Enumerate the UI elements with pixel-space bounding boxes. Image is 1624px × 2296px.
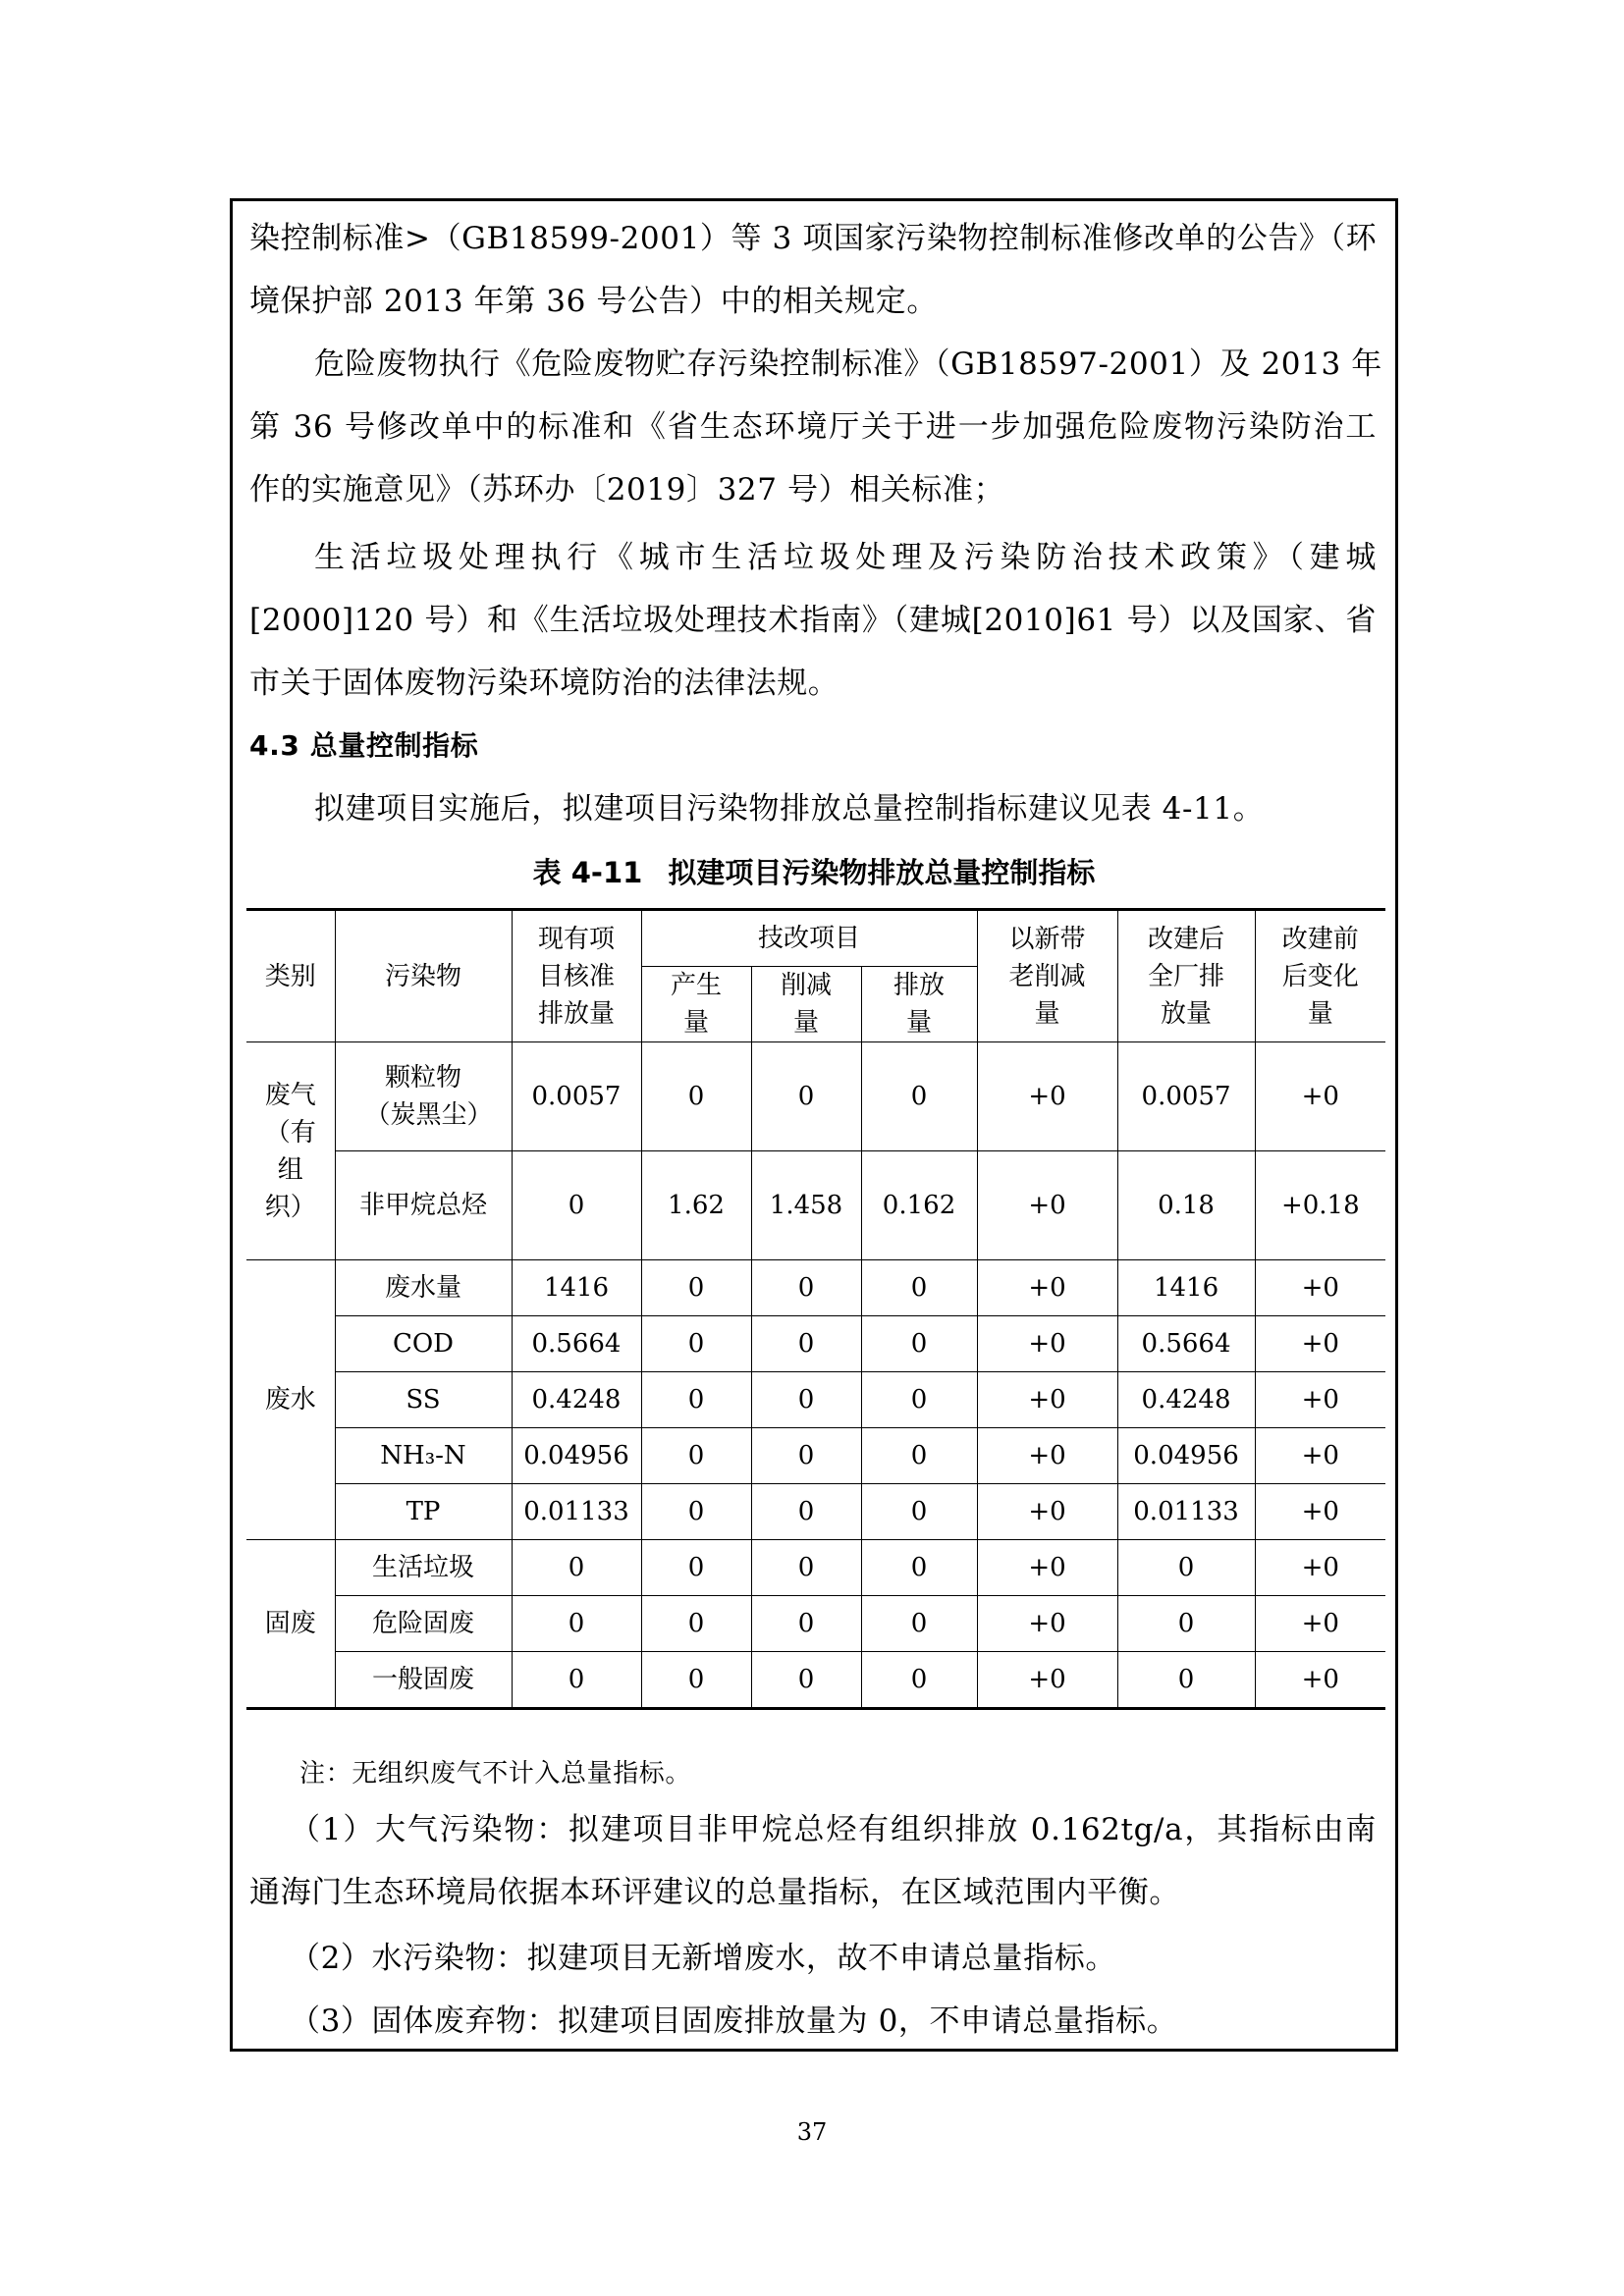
pollutant-cell: TP xyxy=(335,1484,512,1540)
category-cell: 固废 xyxy=(246,1540,335,1709)
value-cell: +0 xyxy=(1255,1260,1385,1316)
value-cell: 0 xyxy=(751,1428,861,1484)
pollutant-cell: 废水量 xyxy=(335,1260,512,1316)
value-cell: +0 xyxy=(977,1428,1117,1484)
value-cell: 0.01133 xyxy=(512,1484,641,1540)
value-cell: +0 xyxy=(977,1652,1117,1709)
table-row xyxy=(246,1042,1385,1151)
header-pollutant: 污染物 xyxy=(335,910,512,1042)
value-cell: 1416 xyxy=(1117,1260,1255,1316)
value-cell: 0 xyxy=(641,1484,751,1540)
pollutant-cell: COD xyxy=(335,1316,512,1372)
value-cell: 0 xyxy=(641,1596,751,1652)
item-line: （3）固体废弃物：拟建项目固废排放量为 0，不申请总量指标。 xyxy=(290,2003,1178,2039)
value-cell: 0.162 xyxy=(861,1151,977,1260)
value-cell: 0 xyxy=(751,1042,861,1151)
value-cell: +0 xyxy=(977,1316,1117,1372)
header-tech-group: 技改项目 xyxy=(641,910,977,967)
value-cell: +0 xyxy=(977,1151,1117,1260)
value-cell: 0 xyxy=(1117,1652,1255,1709)
value-cell: 0 xyxy=(641,1260,751,1316)
value-cell: 1.62 xyxy=(641,1151,751,1260)
section-intro: 拟建项目实施后，拟建项目污染物排放总量控制指标建议见表 4-11。 xyxy=(314,791,1265,827)
value-cell: 0 xyxy=(861,1596,977,1652)
item-line: （1）大气污染物：拟建项目非甲烷总烃有组织排放 0.162tg/a，其指标由南 xyxy=(290,1812,1377,1847)
table-row xyxy=(246,1316,1385,1372)
category-cell: 废水 xyxy=(246,1260,335,1540)
value-cell: +0 xyxy=(977,1484,1117,1540)
category-cell: 废气（有组织） xyxy=(246,1042,335,1260)
table-row xyxy=(246,1260,1385,1316)
value-cell: 0.04956 xyxy=(512,1428,641,1484)
value-cell: +0 xyxy=(977,1540,1117,1596)
paragraph-line: 境保护部 2013 年第 36 号公告）中的相关规定。 xyxy=(249,284,938,319)
value-cell: 0 xyxy=(751,1372,861,1428)
value-cell: 0 xyxy=(512,1540,641,1596)
value-cell: +0 xyxy=(977,1042,1117,1151)
table-row xyxy=(246,1372,1385,1428)
value-cell: 0 xyxy=(1117,1596,1255,1652)
paragraph-line: 作的实施意见》（苏环办〔2019〕327 号）相关标准； xyxy=(249,472,1005,507)
value-cell: 0 xyxy=(641,1652,751,1709)
table-row xyxy=(246,1428,1385,1484)
value-cell: 0.4248 xyxy=(1117,1372,1255,1428)
header-existing: 现有项目核准排放量 xyxy=(512,910,641,1042)
value-cell: 1.458 xyxy=(751,1151,861,1260)
header-produced: 产生量 xyxy=(641,967,751,1042)
item-line: 通海门生态环境局依据本环评建议的总量指标，在区域范围内平衡。 xyxy=(249,1875,1180,1910)
header-discharged: 排放量 xyxy=(861,967,977,1042)
value-cell: +0 xyxy=(1255,1042,1385,1151)
value-cell: 0.01133 xyxy=(1117,1484,1255,1540)
value-cell: 0 xyxy=(641,1372,751,1428)
table-row xyxy=(246,1652,1385,1709)
value-cell: 0 xyxy=(861,1652,977,1709)
value-cell: 0 xyxy=(512,1596,641,1652)
value-cell: +0 xyxy=(977,1596,1117,1652)
value-cell: 0 xyxy=(861,1042,977,1151)
value-cell: 0 xyxy=(751,1484,861,1540)
value-cell: 0 xyxy=(861,1428,977,1484)
pollutant-cell: 生活垃圾 xyxy=(335,1540,512,1596)
value-cell: +0 xyxy=(1255,1372,1385,1428)
header-change: 改建前后变化量 xyxy=(1255,910,1385,1042)
value-cell: 0.5664 xyxy=(1117,1316,1255,1372)
value-cell: 0.5664 xyxy=(512,1316,641,1372)
paragraph-line: 第 36 号修改单中的标准和《省生态环境厅关于进一步加强危险废物污染防治工 xyxy=(249,409,1377,445)
value-cell: 0.04956 xyxy=(1117,1428,1255,1484)
value-cell: 1416 xyxy=(512,1260,641,1316)
section-heading: 4.3 总量控制指标 xyxy=(249,729,479,762)
table-caption-number: 表 4-11 xyxy=(532,856,643,889)
table-note: 注：无组织废气不计入总量指标。 xyxy=(299,1759,692,1789)
value-cell: +0 xyxy=(1255,1596,1385,1652)
value-cell: 0 xyxy=(751,1596,861,1652)
table-row xyxy=(246,1484,1385,1540)
value-cell: 0 xyxy=(641,1042,751,1151)
item-line: （2）水污染物：拟建项目无新增废水，故不申请总量指标。 xyxy=(290,1941,1116,1976)
value-cell: 0 xyxy=(861,1260,977,1316)
paragraph-line: 危险废物执行《危险废物贮存污染控制标准》（GB18597-2001）及 2013 年 xyxy=(314,347,1382,382)
paragraph-line: 生活垃圾处理执行《城市生活垃圾处理及污染防治技术政策》（建城 xyxy=(314,540,1377,575)
value-cell: 0 xyxy=(751,1316,861,1372)
content-frame xyxy=(230,198,1398,2052)
pollutant-cell: 非甲烷总烃 xyxy=(335,1151,512,1260)
value-cell: +0 xyxy=(1255,1484,1385,1540)
table-row xyxy=(246,1596,1385,1652)
value-cell: 0 xyxy=(861,1540,977,1596)
value-cell: 0 xyxy=(861,1484,977,1540)
pollutant-cell: NH₃-N xyxy=(335,1428,512,1484)
paragraph-line: 市关于固体废物污染环境防治的法律法规。 xyxy=(249,666,839,701)
header-category: 类别 xyxy=(246,910,335,1042)
value-cell: 0 xyxy=(641,1316,751,1372)
pollutant-cell: 一般固废 xyxy=(335,1652,512,1709)
value-cell: 0 xyxy=(1117,1540,1255,1596)
emission-table xyxy=(246,908,1385,1710)
value-cell: 0.0057 xyxy=(1117,1042,1255,1151)
value-cell: +0 xyxy=(1255,1540,1385,1596)
value-cell: +0 xyxy=(977,1372,1117,1428)
value-cell: 0 xyxy=(751,1652,861,1709)
table-row xyxy=(246,1151,1385,1260)
value-cell: +0 xyxy=(1255,1652,1385,1709)
pollutant-cell: 颗粒物（炭黑尘） xyxy=(335,1042,512,1151)
header-reduced: 削减量 xyxy=(751,967,861,1042)
value-cell: 0 xyxy=(641,1540,751,1596)
value-cell: +0 xyxy=(1255,1428,1385,1484)
paragraph-line: 染控制标准>（GB18599-2001）等 3 项国家污染物控制标准修改单的公告》（环 xyxy=(249,221,1378,256)
header-offset: 以新带老削减量 xyxy=(977,910,1117,1042)
value-cell: +0 xyxy=(1255,1316,1385,1372)
pollutant-cell: 危险固废 xyxy=(335,1596,512,1652)
value-cell: +0.18 xyxy=(1255,1151,1385,1260)
value-cell: 0.0057 xyxy=(512,1042,641,1151)
pollutant-cell: SS xyxy=(335,1372,512,1428)
value-cell: 0 xyxy=(512,1652,641,1709)
value-cell: 0.4248 xyxy=(512,1372,641,1428)
value-cell: +0 xyxy=(977,1260,1117,1316)
value-cell: 0 xyxy=(512,1151,641,1260)
page-number: 37 xyxy=(796,2118,828,2146)
value-cell: 0 xyxy=(641,1428,751,1484)
value-cell: 0.18 xyxy=(1117,1151,1255,1260)
value-cell: 0 xyxy=(751,1540,861,1596)
table-row xyxy=(246,1540,1385,1596)
value-cell: 0 xyxy=(861,1316,977,1372)
table-caption-title: 拟建项目污染物排放总量控制指标 xyxy=(668,856,1096,889)
table-caption xyxy=(233,853,1395,892)
value-cell: 0 xyxy=(861,1372,977,1428)
value-cell: 0 xyxy=(751,1260,861,1316)
header-after: 改建后全厂排放量 xyxy=(1117,910,1255,1042)
paragraph-line: [2000]120 号）和《生活垃圾处理技术指南》（建城[2010]61 号）以及国家、省 xyxy=(249,603,1377,638)
